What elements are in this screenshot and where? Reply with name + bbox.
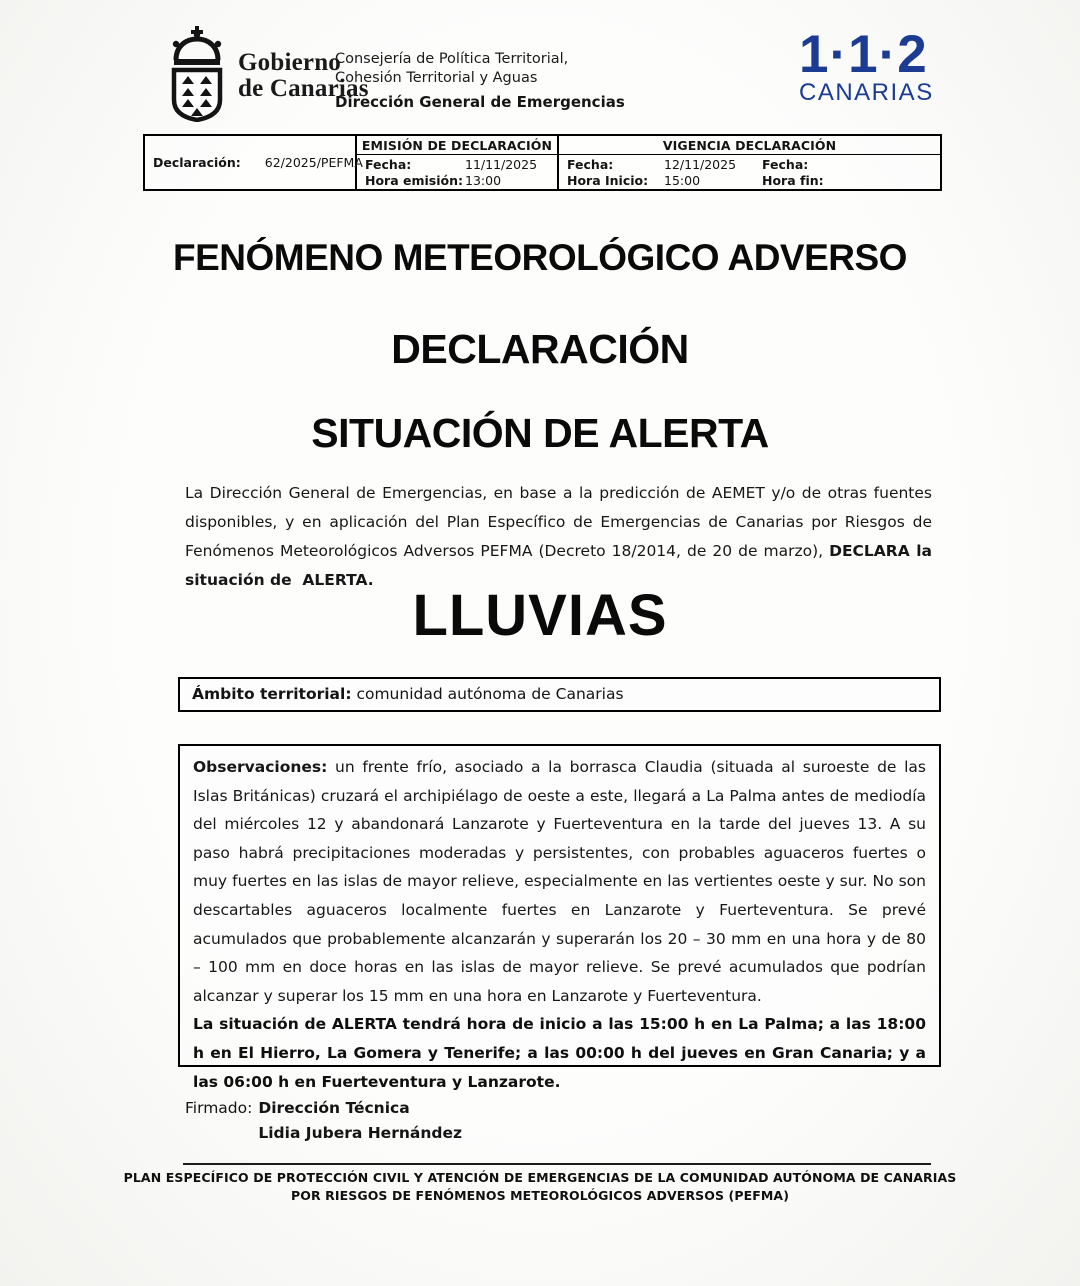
validity-start-date-value: 12/11/2025 bbox=[664, 157, 737, 172]
territorial-scope-value: comunidad autónoma de Canarias bbox=[351, 685, 624, 703]
emission-date-value: 11/11/2025 bbox=[465, 157, 538, 172]
declaration-number-value: 62/2025/PEFMA bbox=[264, 155, 363, 170]
signature-name: Lidia Jubera Hernández bbox=[258, 1124, 462, 1142]
gov-wordmark-line1: Gobierno bbox=[238, 49, 341, 76]
signature-label: Firmado: bbox=[185, 1099, 253, 1117]
intro-paragraph bbox=[185, 479, 938, 595]
validity-end-date-label: Fecha: bbox=[762, 157, 809, 172]
gov-wordmark-line2: de Canarias bbox=[238, 75, 369, 102]
emission-date-label: Fecha: bbox=[365, 157, 412, 172]
emergency-112-logo bbox=[799, 25, 934, 106]
validity-header: VIGENCIA DECLARACIÓN bbox=[559, 136, 940, 155]
council-name bbox=[335, 50, 568, 88]
territorial-scope-box bbox=[178, 677, 941, 712]
council-line1: Consejería de Política Territorial, bbox=[335, 51, 569, 67]
validity-end-time-label: Hora fin: bbox=[762, 173, 824, 188]
signature-block bbox=[185, 1096, 462, 1146]
intro-declaration-bold: DECLARA la situación de ALERTA. bbox=[185, 542, 938, 589]
alert-schedule: La situación de ALERTA tendrá hora de inicio a las 15:00 h en La Palma; a las 18:00 h en El Hierro, La Gomera y Tenerife; a las 00:00 h del jueves en Gran Canaria; y a las 06:00 h en Fuerteventura y Lanzarote. bbox=[193, 1015, 926, 1091]
emergency-number: 1·1·2 bbox=[799, 25, 928, 84]
footer-divider bbox=[183, 1163, 931, 1165]
footer-line1: PLAN ESPECÍFICO DE PROTECCIÓN CIVIL Y ATENCIÓN DE EMERGENCIAS DE LA COMUNIDAD AUTÓNOMA DE CANARIAS bbox=[123, 1170, 957, 1185]
declaration-heading: DECLARACIÓN bbox=[391, 326, 689, 372]
validity-start-time-value: 15:00 bbox=[664, 173, 701, 188]
observations-body: un frente frío, asociado a la borrasca Claudia (situada al suroeste de las Islas Británicas) cruzará el archipiélago de oeste a este, llegará a La Palma antes de mediodía del miércoles 12 y abandonará Lanzarote y Fuerteventura en la tarde del jueves 13. A su paso habrá precipitaciones moderadas y persistentes, con probables aguaceros fuertes o muy fuertes en las islas de mayor relieve, especialmente en las vertientes oeste y sur. No son descartables aguaceros localmente fuertes en Lanzarote y Fuerteventura. Se prevé acumulados que probablemente alcanzarán y superarán los 20 – 30 mm en una hora y de 80 – 100 mm en doce horas en las islas de mayor relieve. Se prevé acumulados que podrían alcanzar y superar los 15 mm en una hora en Lanzarote y Fuerteventura. bbox=[193, 758, 926, 1005]
validity-start-time-label: Hora Inicio: bbox=[567, 173, 649, 188]
footer-line2: POR RIESGOS DE FENÓMENOS METEOROLÓGICOS ADVERSOS (PEFMA) bbox=[290, 1188, 790, 1203]
validity-cell bbox=[559, 136, 940, 189]
emission-time-value: 13:00 bbox=[465, 173, 502, 188]
declaration-meta-table bbox=[143, 134, 942, 191]
situation-heading: SITUACIÓN DE ALERTA bbox=[311, 410, 769, 456]
declaration-number-cell bbox=[145, 136, 363, 189]
emergency-region: CANARIAS bbox=[799, 79, 934, 106]
directorate-name: Dirección General de Emergencias bbox=[335, 93, 625, 111]
territorial-scope-label: Ámbito territorial: bbox=[192, 685, 352, 703]
observations-label: Observaciones: bbox=[193, 758, 328, 776]
intro-body: La Dirección General de Emergencias, en base a la predicción de AEMET y/o de otras fuentes disponibles, y en aplicación del Plan Específico de Emergencias de Canarias por Riesgos de Fenómenos Meteorológicos Adversos PEFMA (Decreto 18/2014, de 20 de marzo), bbox=[185, 484, 937, 560]
emission-cell bbox=[357, 136, 559, 189]
observations-box bbox=[178, 744, 941, 1091]
declaration-number-label: Declaración: bbox=[153, 155, 241, 170]
gobierno-canarias-emblem-icon bbox=[168, 26, 226, 126]
council-line2: Cohesión Territorial y Aguas bbox=[335, 70, 538, 86]
phenomenon-heading: FENÓMENO METEOROLÓGICO ADVERSO bbox=[173, 237, 907, 278]
validity-start-date-label: Fecha: bbox=[567, 157, 614, 172]
event-type-heading: LLUVIAS bbox=[412, 583, 668, 648]
footer-plan-text bbox=[0, 1169, 1080, 1205]
emission-time-label: Hora emisión: bbox=[365, 173, 463, 188]
emission-header: EMISIÓN DE DECLARACIÓN bbox=[357, 136, 557, 155]
signature-role: Dirección Técnica bbox=[258, 1099, 410, 1117]
